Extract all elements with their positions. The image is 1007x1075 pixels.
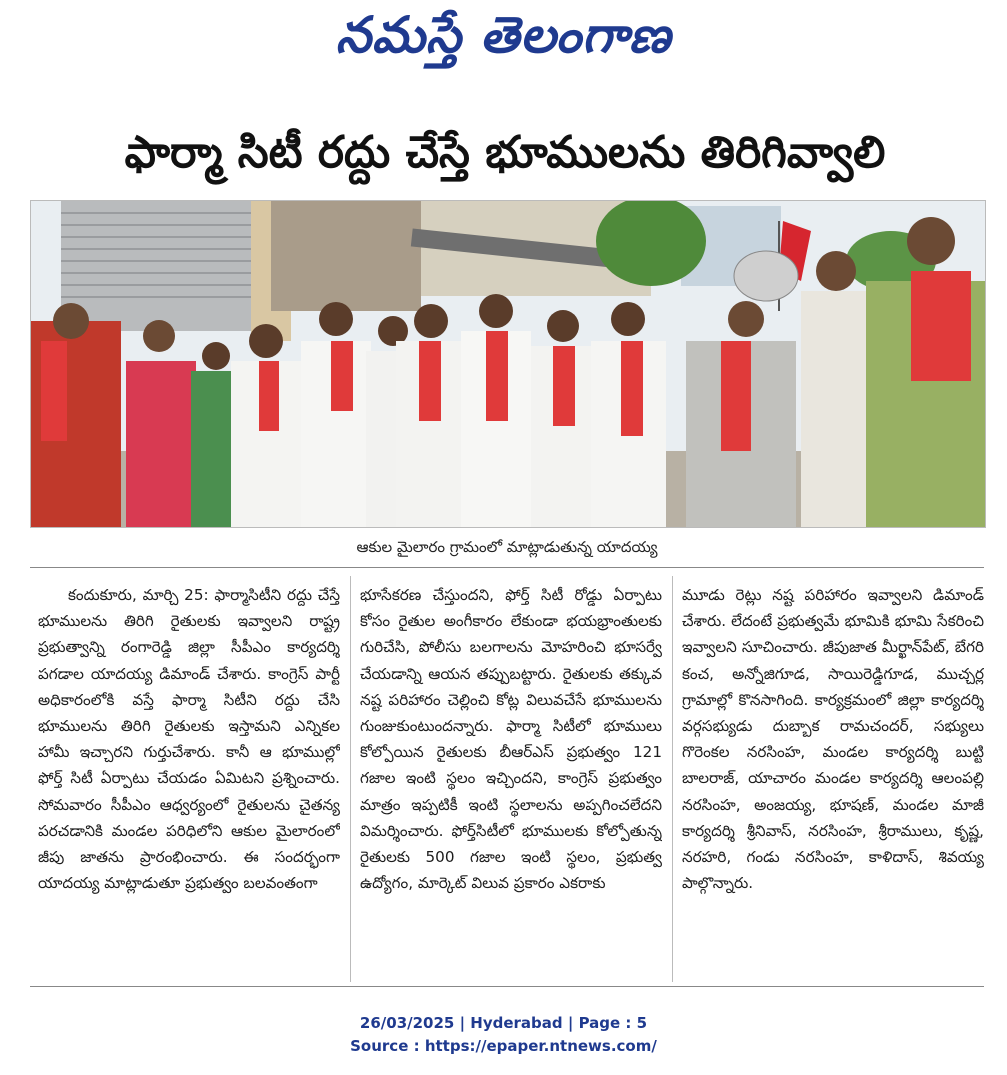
column-divider	[672, 576, 673, 982]
column-text: భూసేకరణ చేస్తుందని, ఫోర్త్ సిటీ రోడ్డు ఏర్పాటు కోసం రైతుల అంగీకారం లేకుండా భయభ్రాంతులకు గురిచేసి, పోలీసు బలగాలను మోహరించి భూసర్వే చేయడాన్ని ఆయన తప్పుబట్టారు. రైతులకు తక్కువ నష్ట పరిహారం చెల్లించి కోట్ల విలువచేసే భూములను గుంజుకుంటుందన్నారు. ఫార్మా సిటీలో భూములు కోల్పోయిన రైతులకు బీఆర్ఎస్ ప్రభుత్వం 121 గజాల ఇంటి స్థలం ఇచ్చిందని, కాంగ్రెస్ ప్రభుత్వం మాత్రం ఇప్పటికీ ఇంటి స్థలాలను అప్పగించలేదని విమర్శించారు. ఫోర్త్‌సిటీలో భూములకు కోల్పోతున్న రైతులకు 500 గజాల ఇంటి స్థలం, ప్రభుత్వ ఉద్యోగం, మార్కెట్ విలువ ప్రకారం ఎకరాకు	[360, 586, 662, 893]
headline-text: ఫార్మా సిటీ రద్దు చేస్తే భూములను తిరిగివ్వాలి	[124, 127, 886, 178]
footer-rule	[30, 986, 984, 987]
loudspeaker	[734, 251, 798, 301]
column-text: కందుకూరు, మార్చి 25: ఫార్మాసిటీని రద్దు చేస్తే భూములను తిరిగి రైతులకు ఇవ్వాలని రాష్ట్ర ప్రభుత్వాన్ని రంగారెడ్డి జిల్లా సీపీఎం కార్యదర్శి పగడాల యాదయ్య డిమాండ్ చేశారు. కాంగ్రెస్ పార్టీ అధికారంలోకి వస్తే ఫార్మా సిటీని రద్దు చేసి భూములను తిరిగి రైతులకు ఇస్తామని ఎన్నికల హామీ ఇచ్చారని గుర్తుచేశారు. కానీ ఆ భూముల్లో ఫోర్త్ సిటీ ఏర్పాటు చేయడం ఏమిటని ప్రశ్నించారు. సోమవారం సీపీఎం ఆధ్వర్యంలో రైతులను చైతన్య పరచడానికి మండల పరిధిలోని ఆకుల మైలారంలో జీపు జాతను ప్రారంభించారు. ఈ సందర్భంగా యాదయ్య మాట్లాడుతూ ప్రభుత్వం బలవంతంగా	[38, 586, 340, 893]
article-column-1	[38, 582, 340, 977]
caption-text: ఆకుల మైలారం గ్రామంలో మాట్లాడుతున్న యాదయ్య	[356, 538, 658, 556]
masthead-title: నమస్తే తెలంగాణ	[335, 5, 672, 64]
caption-rule	[30, 567, 984, 568]
article-column-3	[682, 582, 984, 977]
brick-wall	[271, 201, 421, 311]
footer-source: Source : https://epaper.ntnews.com/	[350, 1037, 657, 1055]
masthead	[0, 0, 1007, 82]
shop-shutter	[61, 201, 251, 331]
tree	[596, 200, 706, 286]
photo-caption	[30, 536, 984, 562]
headline	[30, 128, 980, 188]
article-column-2	[360, 582, 662, 977]
column-text: మూడు రెట్లు నష్ట పరిహారం ఇవ్వాలని డిమాండ్ చేశారు. లేదంటే ప్రభుత్వమే భూమికి భూమి సేకరించి ఇవ్వాలని సూచించారు. జీపుజాత మీర్ఖాన్‌పేట్, బేగరి కంచ, అన్నోజిగూడ, సాయిరెడ్డిగూడ, ముచ్చర్ల గ్రామాల్లో కొనసాగింది. కార్యక్రమంలో జిల్లా కార్యదర్శి వర్గసభ్యుడు దుబ్బాక రామచందర్, సభ్యులు గొరెంకల నరసింహ, మండల కార్యదర్శి బుట్టి బాలరాజ్, యాచారం మండల కార్యదర్శి ఆలంపల్లి నరసింహ, అంజయ్య, భూషణ్, మండల మాజీ కార్యదర్శి శ్రీనివాస్, నరసింహ, శ్రీరాములు, కృష్ణ, నరహరి, గండు నరసింహ, కాళిదాస్, శివయ్య పాల్గొన్నారు.	[682, 586, 984, 893]
footer-date-page: 26/03/2025 | Hyderabad | Page : 5	[359, 1014, 648, 1032]
news-photo	[30, 200, 986, 528]
column-divider	[350, 576, 351, 982]
